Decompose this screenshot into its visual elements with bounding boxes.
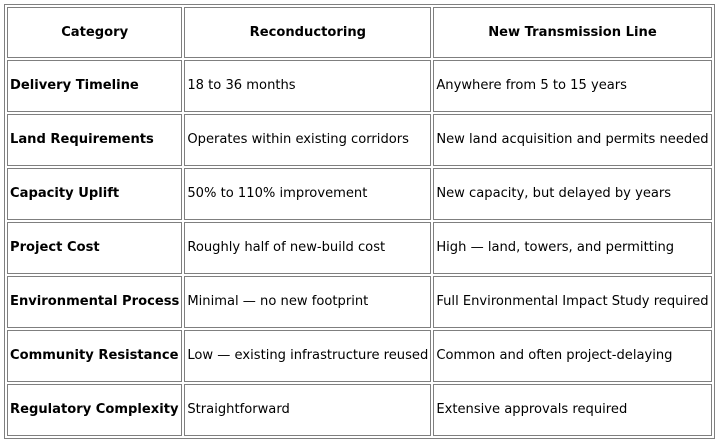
reconductoring-cell: 18 to 36 months bbox=[184, 60, 431, 112]
table-row bbox=[7, 114, 712, 166]
row-label: Environmental Process bbox=[7, 276, 182, 328]
new-line-cell: New capacity, but delayed by years bbox=[433, 168, 711, 220]
header-category: Category bbox=[7, 7, 182, 58]
row-label: Community Resistance bbox=[7, 330, 182, 382]
reconductoring-cell: Roughly half of new-build cost bbox=[184, 222, 431, 274]
header-row bbox=[7, 7, 712, 58]
header-new-transmission-line: New Transmission Line bbox=[433, 7, 711, 58]
row-label: Regulatory Complexity bbox=[7, 384, 182, 436]
row-label: Land Requirements bbox=[7, 114, 182, 166]
row-label: Delivery Timeline bbox=[7, 60, 182, 112]
reconductoring-cell: Straightforward bbox=[184, 384, 431, 436]
row-label: Project Cost bbox=[7, 222, 182, 274]
table-row bbox=[7, 276, 712, 328]
header-reconductoring: Reconductoring bbox=[184, 7, 431, 58]
new-line-cell: New land acquisition and permits needed bbox=[433, 114, 711, 166]
comparison-table bbox=[4, 4, 715, 439]
new-line-cell: High — land, towers, and permitting bbox=[433, 222, 711, 274]
reconductoring-cell: 50% to 110% improvement bbox=[184, 168, 431, 220]
table-row bbox=[7, 168, 712, 220]
table-row bbox=[7, 330, 712, 382]
new-line-cell: Full Environmental Impact Study required bbox=[433, 276, 711, 328]
reconductoring-cell: Low — existing infrastructure reused bbox=[184, 330, 431, 382]
table-row bbox=[7, 222, 712, 274]
reconductoring-cell: Operates within existing corridors bbox=[184, 114, 431, 166]
table-row bbox=[7, 384, 712, 436]
new-line-cell: Common and often project-delaying bbox=[433, 330, 711, 382]
table-row bbox=[7, 60, 712, 112]
row-label: Capacity Uplift bbox=[7, 168, 182, 220]
reconductoring-cell: Minimal — no new footprint bbox=[184, 276, 431, 328]
new-line-cell: Extensive approvals required bbox=[433, 384, 711, 436]
new-line-cell: Anywhere from 5 to 15 years bbox=[433, 60, 711, 112]
